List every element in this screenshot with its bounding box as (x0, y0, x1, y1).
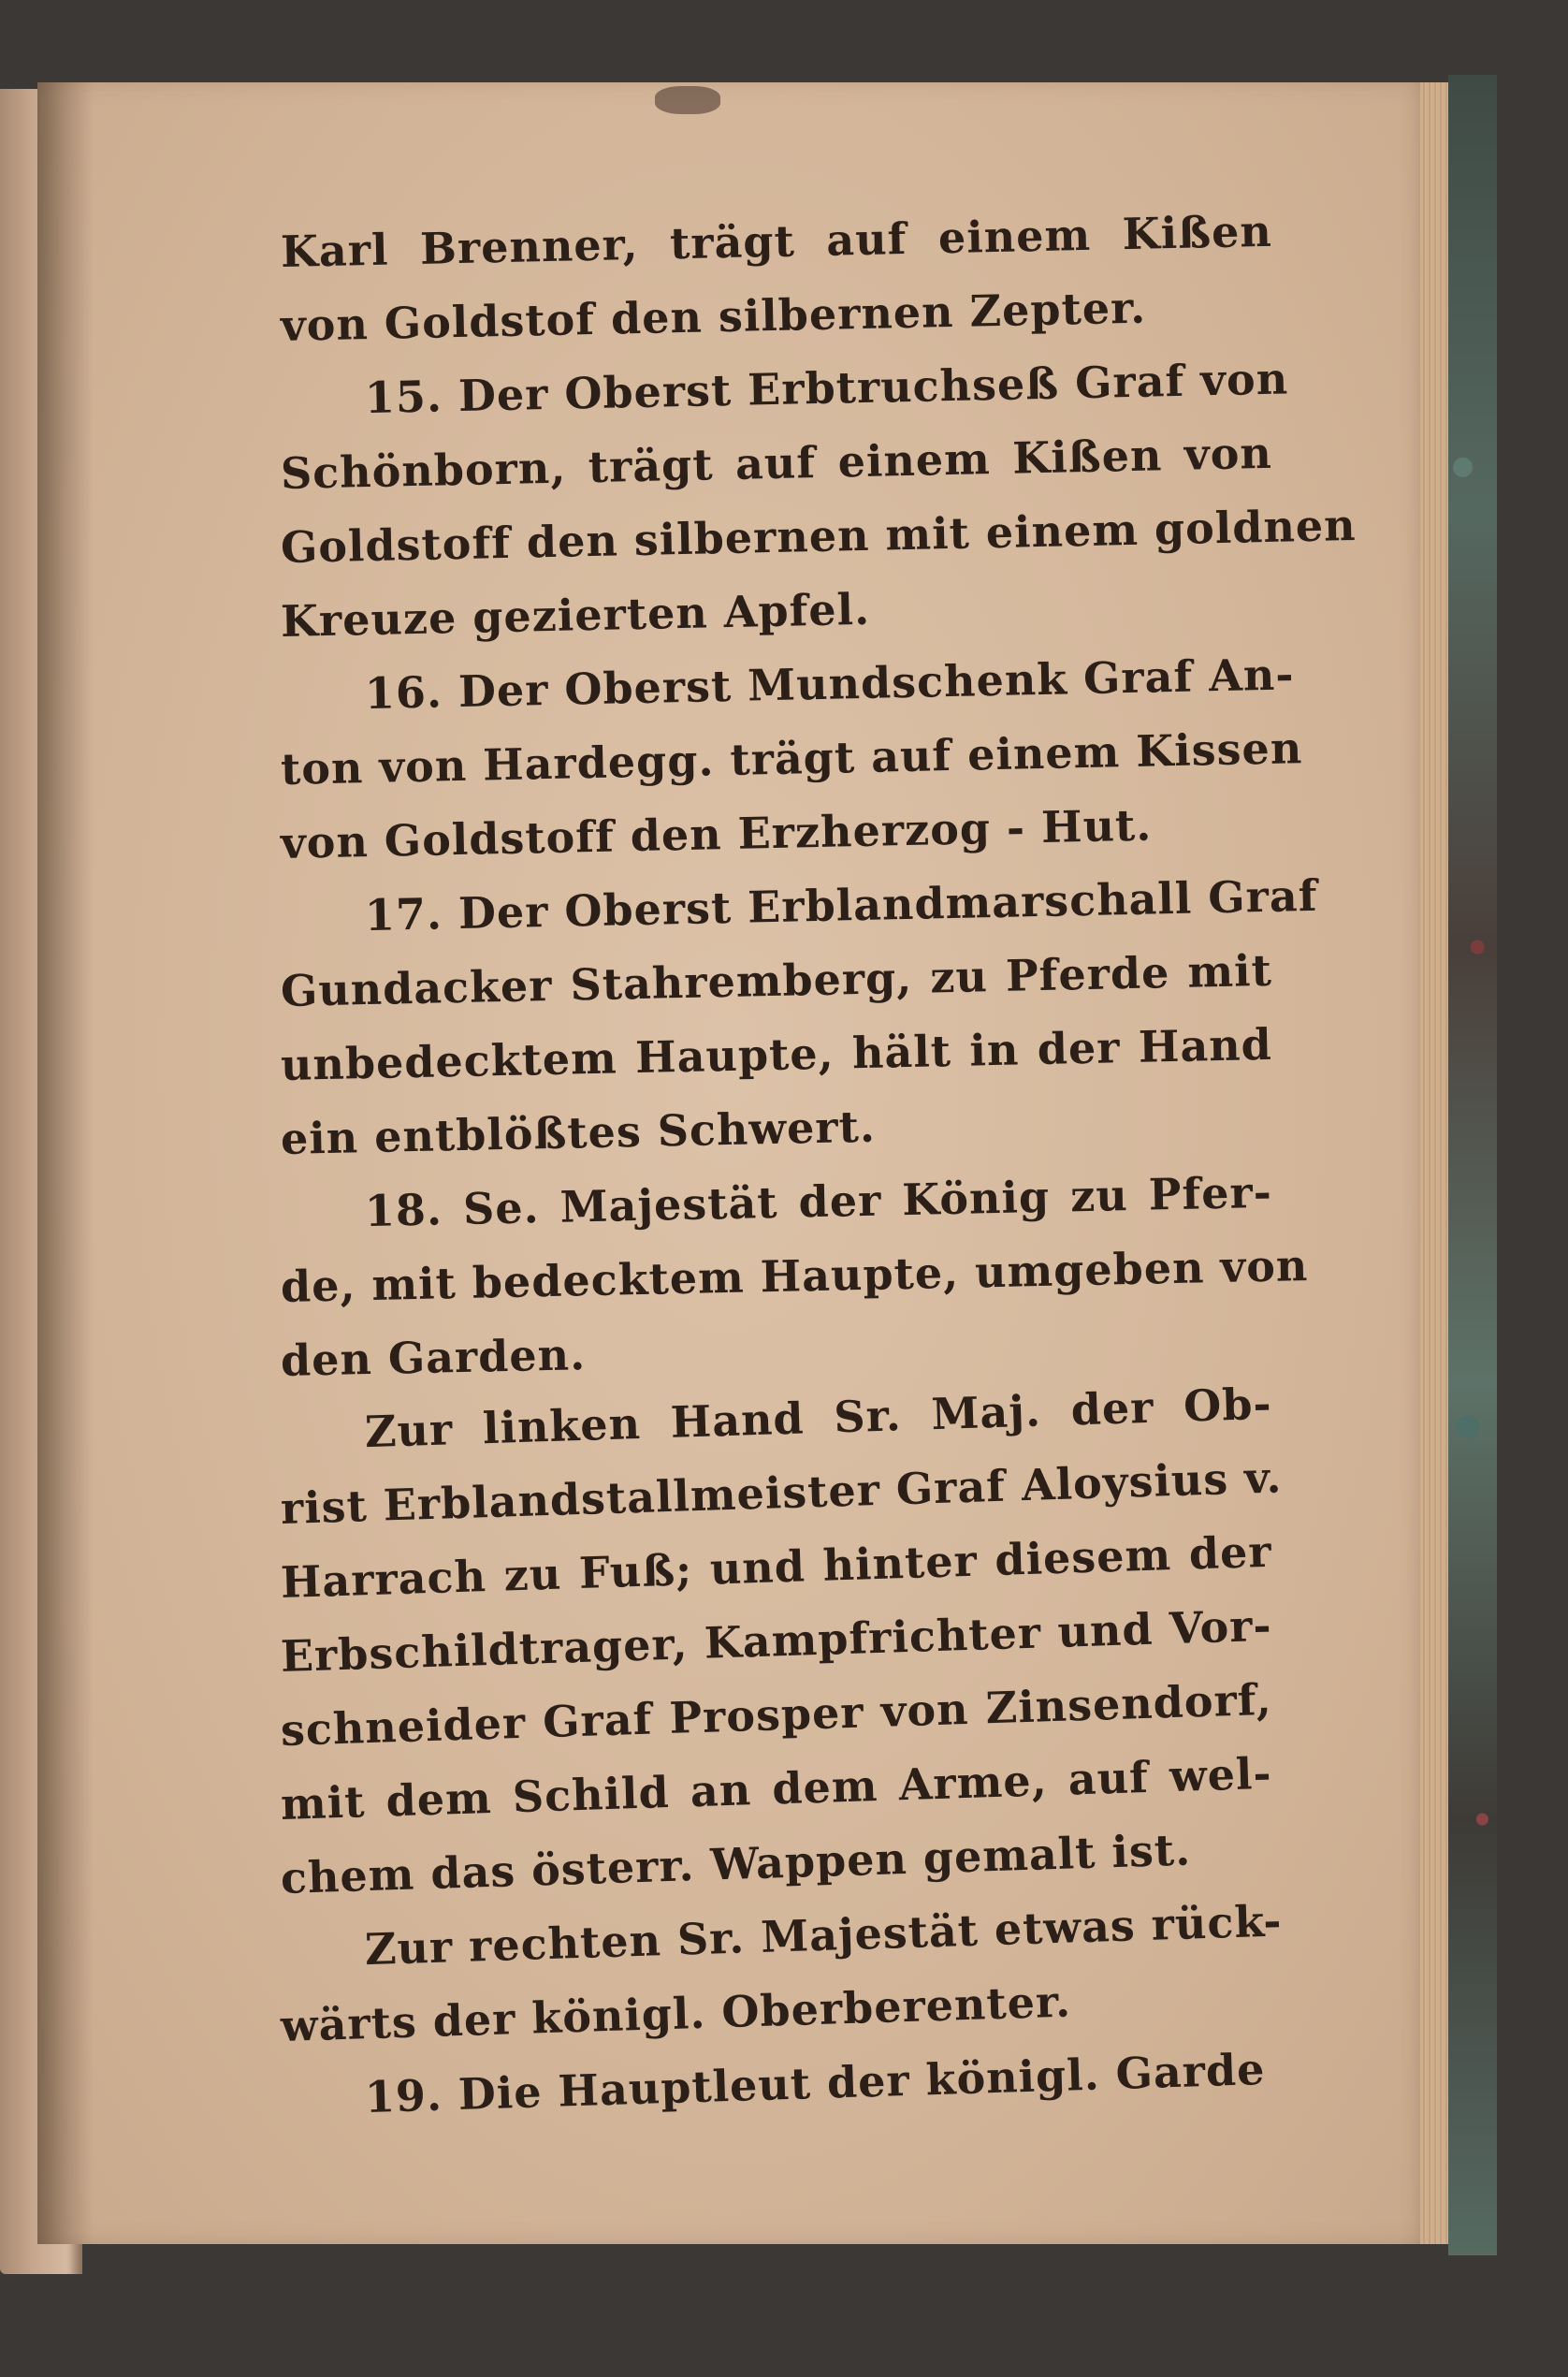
text-line: ein entblößtes Schwert. (280, 1101, 877, 1164)
page-stack-edge (1420, 82, 1448, 2244)
page-text-block (280, 205, 1357, 2137)
ink-stain (655, 86, 720, 114)
text-line: Karl Brenner, trägt auf einem Kißen (280, 205, 1273, 277)
text-line: Zur rechten Sr. Majestät etwas rück- (364, 1895, 1284, 1976)
text-line: 16. Der Oberst Mundschenk Graf An- (364, 649, 1295, 720)
text-line: Kreuze gezierten Apfel. (280, 583, 871, 647)
text-line: 15. Der Oberst Erbtruchseß Graf von (364, 353, 1289, 424)
text-line: Erbschildtrager, Kampfrichter und Vor- (280, 1599, 1273, 1682)
text-line: Schönborn, trägt auf einem Kißen von (280, 427, 1273, 499)
text-line: 19. Die Hauptleut der königl. Garde (364, 2043, 1267, 2123)
text-line: rist Erblandstallmeister Graf Aloysius v. (280, 1451, 1284, 1534)
marbled-cover-edge (1448, 75, 1497, 2255)
text-line: Gundacker Stahremberg, zu Pferde mit (280, 944, 1273, 1016)
text-line: den Garden. (280, 1329, 587, 1386)
text-line: Harrach zu Fuß; und hinter diesem der (280, 1525, 1273, 1608)
text-line: 17. Der Oberst Erblandmarschall Graf (364, 869, 1318, 941)
gutter-shadow (37, 82, 94, 2244)
text-line: schneider Graf Prosper von Zinsendorf, (280, 1673, 1273, 1756)
text-line: von Goldstoff den Erzherzog - Hut. (280, 799, 1153, 868)
text-line: de, mit bedecktem Haupte, umgeben von (280, 1240, 1309, 1312)
text-line: mit dem Schild an dem Arme, auf wel- (280, 1747, 1273, 1830)
text-line: chem das österr. Wappen gemalt ist. (280, 1824, 1192, 1903)
text-line: 18. Se. Majestät der König zu Pfer- (364, 1166, 1273, 1237)
text-line: Zur linken Hand Sr. Maj. der Ob- (364, 1378, 1273, 1458)
text-line: von Goldstof den silbernen Zepter. (280, 282, 1147, 351)
text-line: wärts der königl. Oberberenter. (280, 1976, 1072, 2051)
text-line: Goldstoff den silbernen mit einem goldnen (280, 499, 1357, 573)
text-line: ton von Hardegg. trägt auf einem Kissen (280, 722, 1303, 795)
text-line: unbedecktem Haupte, hält in der Hand (280, 1018, 1273, 1090)
